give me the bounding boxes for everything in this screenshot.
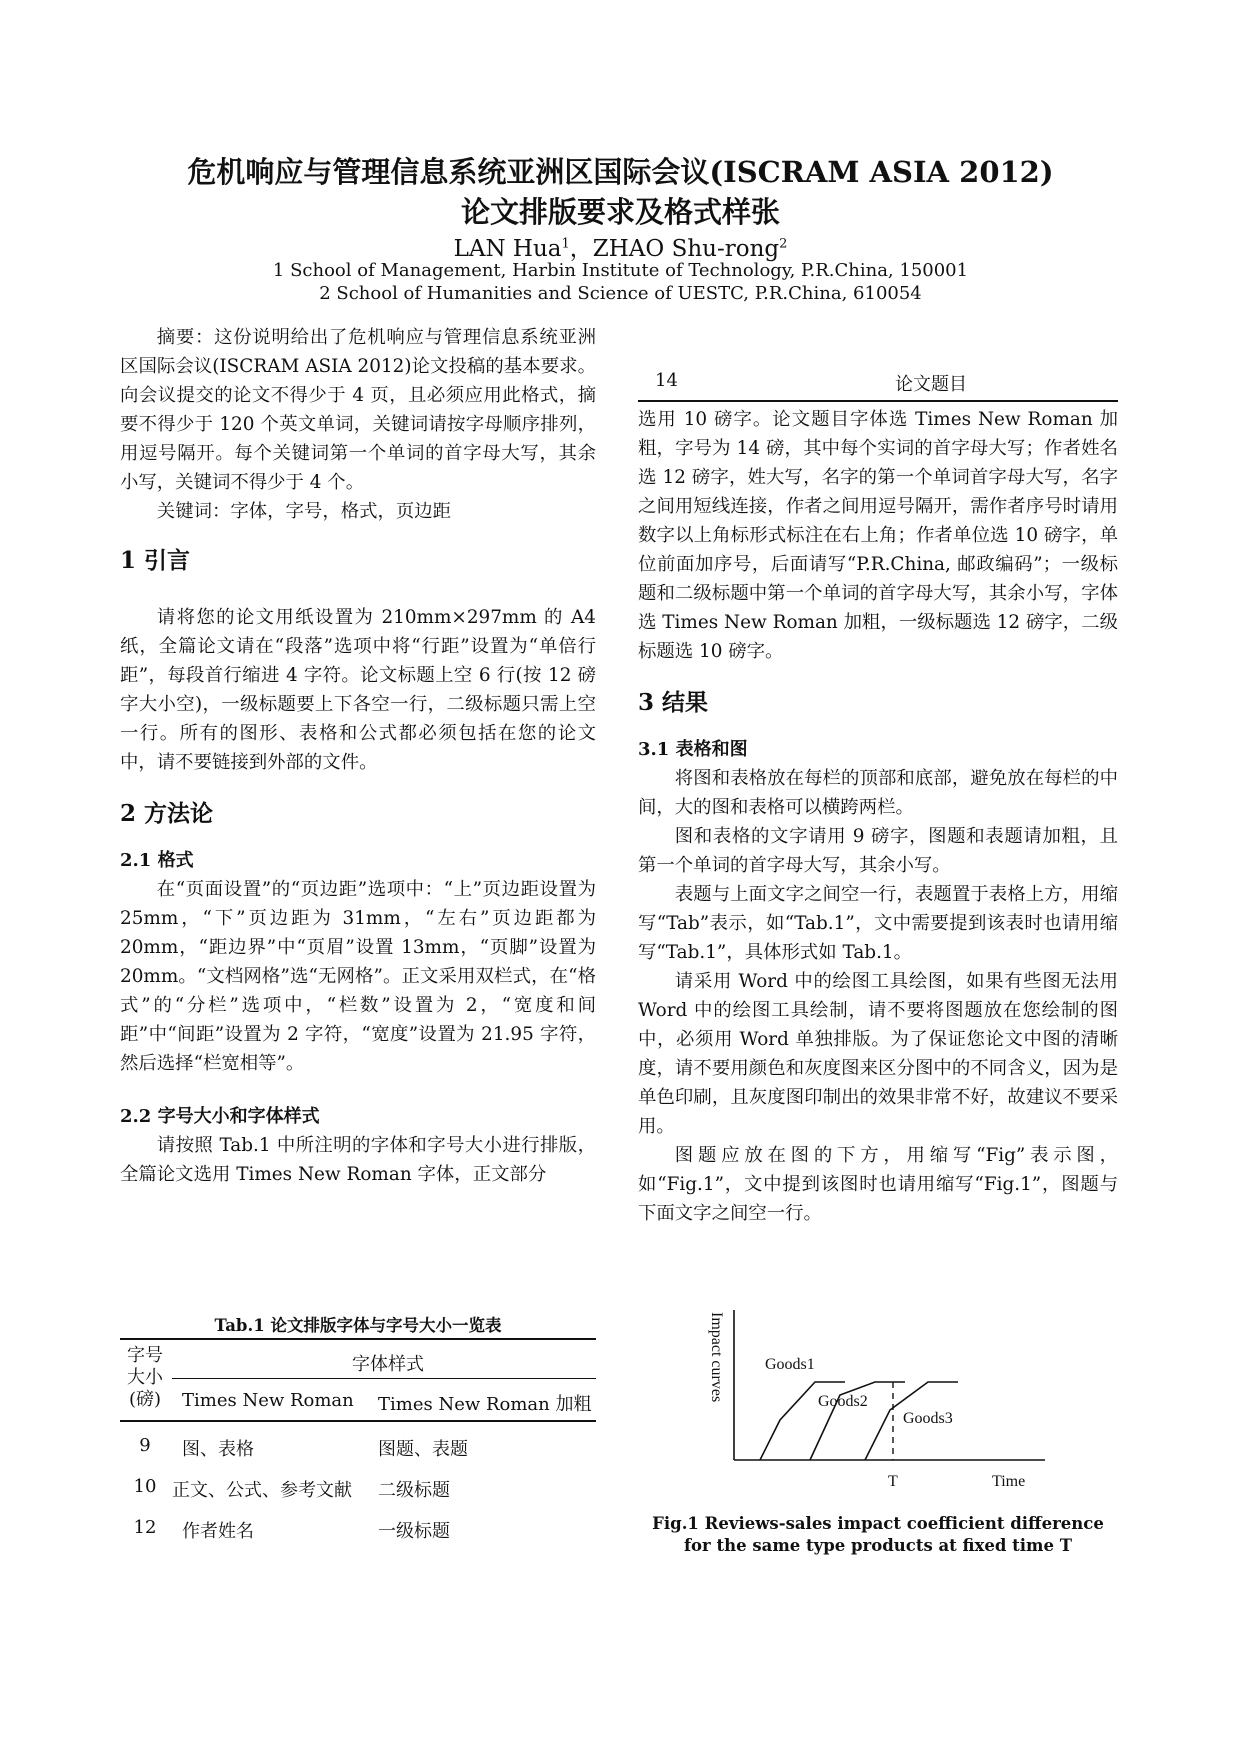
table-cell-normal: 作者姓名	[182, 1521, 254, 1542]
section-1-body: 请将您的论文用纸设置为 210mm×297mm 的 A4 纸，全篇论文请在“段落”选项中将“行距”设置为“单倍行距”，每段首行缩进 4 字符。论文标题上空 6 行(按 12 磅字大小空)，一级标题要上下各空一行，二级标题只需上空一行。所有的图形、表格和公式都必须包括在您的论文中，请不要链接到外部的文件。	[120, 607, 596, 773]
author-2: ZHAO Shu-rong	[592, 236, 780, 262]
section-3-para: 请采用 Word 中的绘图工具绘图，如果有些图无法用 Word 中的绘图工具绘制，请不要将图题放在您绘制的图中，必须用 Word 单独排版。为了保证您论文中图的清晰度，请不要用颜色和灰度图来区分图中的不同含义，因为是单色印刷，且灰度图印制出的效果非常不好，故建议不要采用。	[638, 971, 1118, 1137]
table-cont-rule	[638, 400, 1118, 402]
table-cell-size: 12	[133, 1517, 157, 1538]
section-3-para: 表题与上面文字之间空一行，表题置于表格上方，用缩写“Tab”表示，如“Tab.1”，文中需要提到该表时也请用缩写“Tab.1”，具体形式如 Tab.1。	[638, 884, 1118, 963]
table-cell-bold: 二级标题	[378, 1480, 450, 1501]
paper-title-line2: 论文排版要求及格式样张	[460, 195, 780, 229]
figure-1	[700, 1300, 1060, 1500]
paper-title-line1: 危机响应与管理信息系统亚洲区国际会议(ISCRAM ASIA 2012)	[187, 155, 1054, 189]
table-mid-rule	[172, 1378, 596, 1379]
series-label-goods2: Goods2	[818, 1393, 868, 1410]
figure-1-caption-line1: Fig.1 Reviews-sales impact coefficient difference	[652, 1514, 1104, 1533]
table-1-caption: Tab.1 论文排版字体与字号大小一览表	[214, 1316, 502, 1335]
abstract: 摘要：这份说明给出了危机响应与管理信息系统亚洲区国际会议(ISCRAM ASIA 2012)论文投稿的基本要求。向会议提交的论文不得少于 4 页，且必须应用此格式，摘要不得少于 120 个英文单词，关键词请按字母顺序排列，用逗号隔开。每个关键词第一个单词的首字母大写，其余小写，关键词不得少于 4 个。	[120, 327, 596, 493]
section-3-heading: 3 结果	[638, 689, 709, 716]
affiliation-1: 1 School of Management, Harbin Institute of Technology, P.R.China, 150001	[272, 260, 969, 281]
x-tick-t: T	[888, 1473, 898, 1490]
table-header-rule	[120, 1420, 596, 1422]
affiliation-2: 2 School of Humanities and Science of UESTC, P.R.China, 610054	[319, 283, 922, 304]
table-cell-size: 10	[133, 1476, 157, 1497]
table-cont-size: 14	[655, 370, 678, 391]
section-3-para: 将图和表格放在每栏的顶部和底部，避免放在每栏的中间，大的图和表格可以横跨两栏。	[638, 768, 1118, 818]
section-1-heading: 1 引言	[120, 547, 191, 574]
table-cell-bold: 图题、表题	[378, 1439, 468, 1460]
section-2-1-heading: 2.1 格式	[120, 850, 194, 871]
table-top-rule	[120, 1338, 596, 1340]
section-3-para: 图和表格的文字请用 9 磅字，图题和表题请加粗，且第一个单词的首字母大写，其余小写。	[638, 826, 1118, 876]
author-line	[0, 230, 1241, 263]
y-axis-label: Impact curves	[708, 1312, 725, 1403]
right-continued-text: 选用 10 磅字。论文题目字体选 Times New Roman 加粗，字号为 14 磅，其中每个实词的首字母大写；作者姓名选 12 磅字，姓大写，名字的第一个单词首字母大写，名字之间用短线连接，作者之间用逗号隔开，需作者序号时请用数字以上角标形式标注在右上角；作者单位选 10 磅字，单位前面加序号，后面请写“P.R.China, 邮政编码”；一级标题和二级标题中第一个单词的首字母大写，其余小写，字体选 Times New Roman 加粗，一级标题选 12 磅字，二级标题选 10 磅字。	[638, 409, 1118, 662]
x-axis-label: Time	[992, 1473, 1026, 1490]
table-cont-label: 论文题目	[895, 374, 967, 395]
table-cell-normal: 图、表格	[182, 1439, 254, 1460]
table-cell-normal: 正文、公式、参考文献	[172, 1480, 352, 1501]
table-cell-bold: 一级标题	[378, 1521, 450, 1542]
series-label-goods1: Goods1	[765, 1356, 815, 1373]
author-1: LAN Hua	[453, 236, 562, 262]
table-group-header: 字体样式	[352, 1354, 424, 1375]
table-col-normal-header: Times New Roman	[182, 1390, 354, 1411]
table-cell-size: 9	[139, 1435, 151, 1456]
right-column	[638, 405, 1118, 1228]
section-2-1-body: 在“页面设置”的“页边距”选项中：“上”页边距设置为 25mm，“下”页边距为 31mm，“左右”页边距都为 20mm，“距边界”中“页眉”设置 13mm，“页脚”设置为 20mm。“文档网格”选“无网格”。正文采用双栏式，在“格式”的“分栏”选项中，“栏数”设置为 2，“宽度和间距”中“间距”设置为 2 字符，“宽度”设置为 21.95 字符，然后选择“栏宽相等”。	[120, 879, 596, 1074]
series-label-goods3: Goods3	[903, 1410, 953, 1427]
section-2-2-body: 请按照 Tab.1 中所注明的字体和字号大小进行排版，全篇论文选用 Times New Roman 字体，正文部分	[120, 1135, 596, 1185]
author-2-sup: 2	[779, 236, 788, 252]
section-3-1-heading: 3.1 表格和图	[638, 739, 748, 760]
section-2-heading: 2 方法论	[120, 800, 214, 827]
section-2-2-heading: 2.2 字号大小和字体样式	[120, 1106, 320, 1127]
section-3-para: 图题应放在图的下方，用缩写“Fig”表示图，如“Fig.1”，文中提到该图时也请用缩写“Fig.1”，图题与下面文字之间空一行。	[638, 1145, 1118, 1224]
table-col-size-header: 字号大小(磅)	[127, 1345, 163, 1410]
author-1-sup: 1	[561, 236, 570, 252]
table-col-bold-header: Times New Roman 加粗	[378, 1394, 592, 1415]
left-column	[120, 323, 596, 1189]
figure-1-caption-line2: for the same type products at fixed time T	[683, 1536, 1073, 1555]
author-separator: ，	[569, 236, 593, 262]
keywords: 关键词：字体，字号，格式，页边距	[156, 501, 452, 522]
